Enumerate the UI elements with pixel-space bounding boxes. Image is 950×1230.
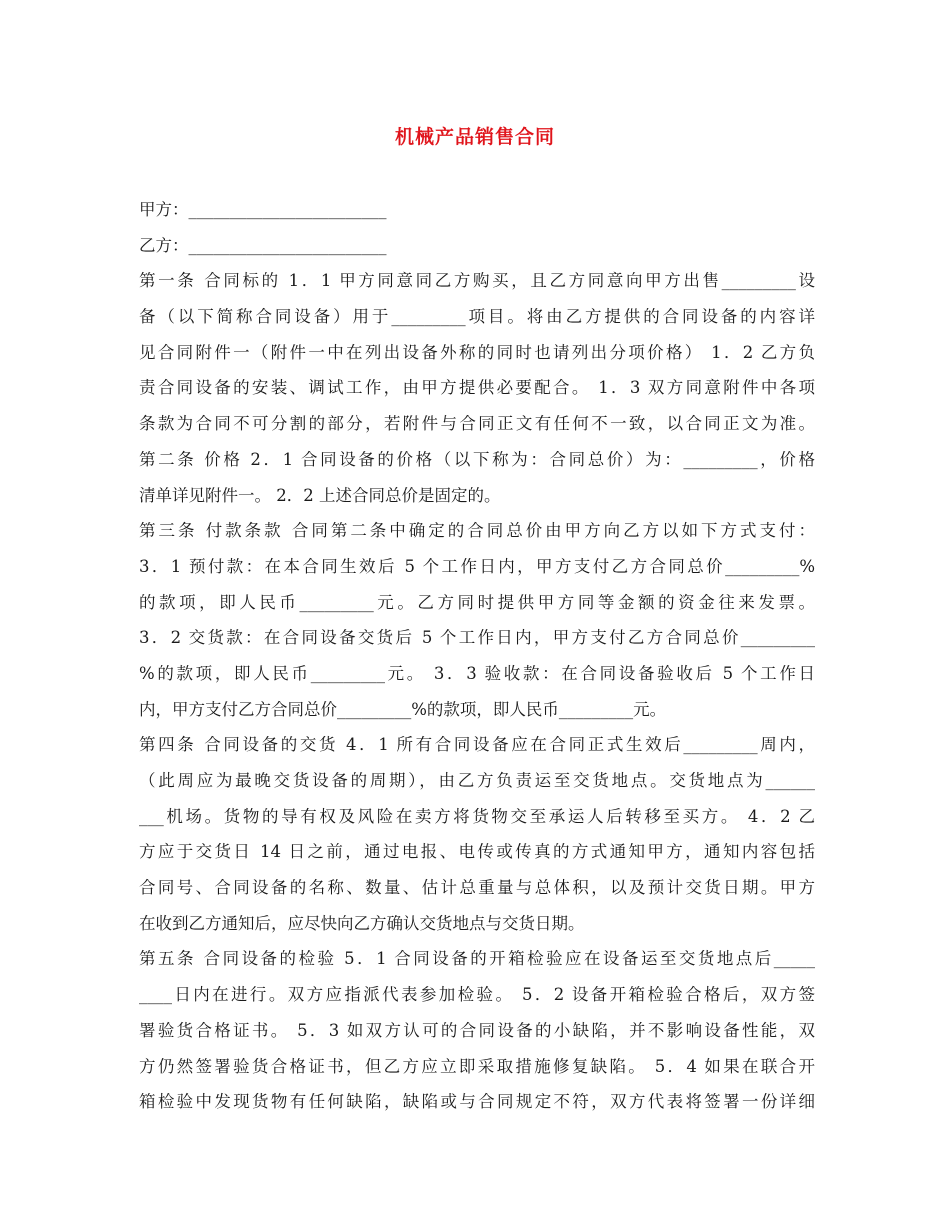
document-title: 机械产品销售合同 — [394, 126, 555, 148]
text-line: 3．1 预付款：在本合同生效后 5 个工作日内，甲方支付乙方合同总价_________% — [139, 556, 815, 576]
text-line: 合同号、合同设备的名称、数量、估计总重量与总体积，以及预计交货日期。甲方 — [139, 878, 815, 898]
text-line: 乙方：________________________ — [139, 235, 387, 255]
text-line: 的款项，即人民币_________元。乙方同时提供甲方同等金额的资金往来发票。 — [139, 592, 815, 612]
text-line: 责合同设备的安装、调试工作，由甲方提供必要配合。 1．3 双方同意附件中各项 — [139, 378, 815, 398]
text-line: 条款为合同不可分割的部分，若附件与合同正文有任何不一致，以合同正文为准。 — [139, 414, 815, 434]
text-line: 第五条 合同设备的检验 5．1 合同设备的开箱检验应在设备运至交货地点后_____ — [139, 949, 815, 969]
text-line: （此周应为最晚交货设备的周期），由乙方负责运至交货地点。交货地点为______ — [139, 771, 815, 790]
text-line: 箱检验中发现货物有任何缺陷，缺陷或与合同规定不符，双方代表将签署一份详细 — [139, 1092, 815, 1112]
text-line: 第四条 合同设备的交货 4．1 所有合同设备应在合同正式生效后_________周内， — [139, 735, 815, 755]
text-line: 方应于交货日 14 日之前，通过电报、电传或传真的方式通知甲方，通知内容包括 — [139, 842, 815, 862]
text-line: 清单详见附件一。 2．2 上述合同总价是固定的。 — [139, 485, 501, 505]
text-line: 第一条 合同标的 1．1 甲方同意同乙方购买，且乙方同意向甲方出售_________设 — [139, 271, 815, 291]
text-line: 署验货合格证书。 5．3 如双方认可的合同设备的小缺陷，并不影响设备性能，双 — [139, 1020, 815, 1040]
text-line: 内，甲方支付乙方合同总价_________%的款项，即人民币_________元。 — [139, 699, 667, 719]
text-line: 甲方：________________________ — [139, 200, 387, 219]
text-line: %的款项，即人民币_________元。 3．3 验收款：在合同设备验收后 5 个工作日 — [139, 663, 815, 683]
text-line: 在收到乙方通知后，应尽快向乙方确认交货地点与交货日期。 — [139, 913, 585, 933]
text-line: ____日内在进行。双方应指派代表参加检验。 5．2 设备开箱检验合格后，双方签 — [139, 985, 815, 1005]
text-line: 第三条 付款条款 合同第二条中确定的合同总价由甲方向乙方以如下方式支付： — [139, 521, 815, 541]
contract-body — [139, 192, 815, 1120]
text-line: 备（以下简称合同设备）用于_________项目。将由乙方提供的合同设备的内容详 — [139, 307, 815, 327]
text-line: 第二条 价格 2．1 合同设备的价格（以下称为：合同总价）为：_________，价格 — [139, 449, 815, 469]
text-line: 3．2 交货款：在合同设备交货后 5 个工作日内，甲方支付乙方合同总价_________ — [139, 628, 815, 648]
text-line: 方仍然签署验货合格证书，但乙方应立即采取措施修复缺陷。 5．4 如果在联合开 — [139, 1056, 815, 1076]
text-line: 见合同附件一（附件一中在列出设备外称的同时也请列出分项价格） 1．2 乙方负 — [139, 342, 815, 362]
text-line: ___机场。货物的导有权及风险在卖方将货物交至承运人后转移至买方。 4．2 乙 — [139, 806, 815, 826]
